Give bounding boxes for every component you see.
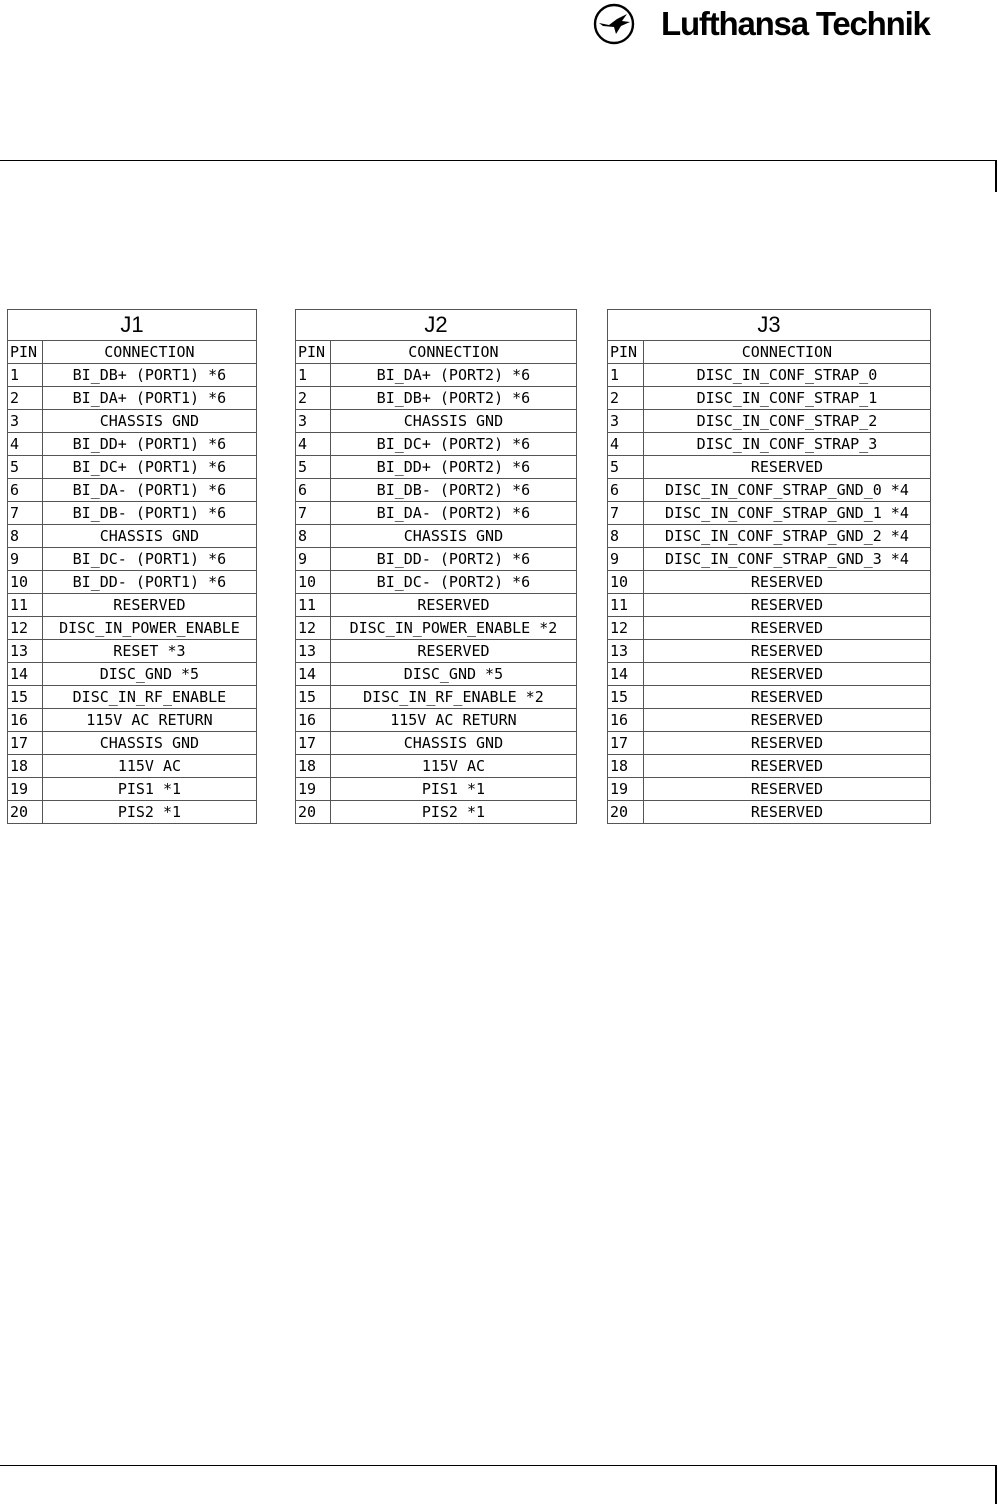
- pin-number: 3: [296, 410, 331, 433]
- header-divider-tick: [995, 160, 997, 192]
- pin-connection: DISC_IN_CONF_STRAP_0: [643, 364, 930, 387]
- pin-number: 2: [8, 387, 43, 410]
- pin-number: 14: [8, 663, 43, 686]
- table-row: [608, 502, 931, 525]
- header-divider: [0, 160, 996, 161]
- pin-connection: 115V AC RETURN: [330, 709, 576, 732]
- table-row: [8, 479, 257, 502]
- pin-connection: PIS1 *1: [330, 778, 576, 801]
- column-header-pin: PIN: [296, 341, 331, 364]
- pin-number: 19: [608, 778, 644, 801]
- pin-connection: RESERVED: [643, 755, 930, 778]
- pin-connection: DISC_IN_CONF_STRAP_1: [643, 387, 930, 410]
- pin-number: 7: [8, 502, 43, 525]
- table-row: [608, 525, 931, 548]
- table-row: [608, 732, 931, 755]
- pin-number: 6: [8, 479, 43, 502]
- table-row: [296, 479, 577, 502]
- table-row: [8, 732, 257, 755]
- pin-connection: RESERVED: [643, 801, 930, 824]
- pin-number: 20: [296, 801, 331, 824]
- pin-connection: CHASSIS GND: [42, 732, 256, 755]
- table-row: [8, 594, 257, 617]
- table-row: [8, 502, 257, 525]
- pin-number: 1: [608, 364, 644, 387]
- pin-number: 15: [296, 686, 331, 709]
- pin-connection: RESERVED: [330, 594, 576, 617]
- table-row: [608, 755, 931, 778]
- pin-connection: BI_DC+ (PORT1) *6: [42, 456, 256, 479]
- footer-divider-tick: [995, 1465, 997, 1504]
- pin-connection: RESERVED: [643, 571, 930, 594]
- table-row: [608, 548, 931, 571]
- column-header-connection: CONNECTION: [643, 341, 930, 364]
- pin-number: 20: [8, 801, 43, 824]
- pin-number: 17: [608, 732, 644, 755]
- pin-connection: CHASSIS GND: [42, 525, 256, 548]
- pin-connection: DISC_IN_CONF_STRAP_GND_0 *4: [643, 479, 930, 502]
- pin-connection: 115V AC: [330, 755, 576, 778]
- table-row: [8, 709, 257, 732]
- pin-number: 2: [608, 387, 644, 410]
- pin-connection: BI_DC- (PORT2) *6: [330, 571, 576, 594]
- table-row: [8, 410, 257, 433]
- table-row: [296, 433, 577, 456]
- table-row: [296, 502, 577, 525]
- table-title: J2: [296, 310, 577, 341]
- pin-number: 16: [608, 709, 644, 732]
- pin-number: 5: [296, 456, 331, 479]
- connector-table-j1: [7, 309, 257, 824]
- pin-connection: RESERVED: [643, 640, 930, 663]
- pin-connection: CHASSIS GND: [330, 410, 576, 433]
- table-row: [296, 617, 577, 640]
- table-row: [608, 387, 931, 410]
- table-row: [296, 755, 577, 778]
- table-row: [608, 433, 931, 456]
- pin-connection: BI_DC+ (PORT2) *6: [330, 433, 576, 456]
- pin-number: 6: [296, 479, 331, 502]
- table-title-row: [296, 310, 577, 341]
- table-row: [8, 364, 257, 387]
- pin-number: 2: [296, 387, 331, 410]
- pin-connection: DISC_IN_CONF_STRAP_3: [643, 433, 930, 456]
- brand-name: Lufthansa Technik: [661, 5, 930, 42]
- footer-divider: [0, 1465, 996, 1466]
- table-row: [608, 571, 931, 594]
- table-row: [608, 617, 931, 640]
- pin-number: 4: [296, 433, 331, 456]
- pin-connection: DISC_GND *5: [42, 663, 256, 686]
- pin-number: 10: [296, 571, 331, 594]
- table-row: [8, 617, 257, 640]
- pin-number: 3: [8, 410, 43, 433]
- column-header-connection: CONNECTION: [42, 341, 256, 364]
- table-row: [296, 571, 577, 594]
- pin-number: 15: [8, 686, 43, 709]
- pin-number: 13: [8, 640, 43, 663]
- table-row: [608, 364, 931, 387]
- table-row: [8, 433, 257, 456]
- pin-number: 19: [296, 778, 331, 801]
- pin-connection: DISC_IN_CONF_STRAP_GND_2 *4: [643, 525, 930, 548]
- pin-connection: BI_DA- (PORT1) *6: [42, 479, 256, 502]
- table-row: [608, 456, 931, 479]
- table-row: [296, 801, 577, 824]
- pin-number: 11: [608, 594, 644, 617]
- pin-number: 10: [608, 571, 644, 594]
- pin-connection: CHASSIS GND: [330, 525, 576, 548]
- table-row: [608, 594, 931, 617]
- pin-number: 16: [8, 709, 43, 732]
- pin-connection: PIS2 *1: [42, 801, 256, 824]
- pin-connection: BI_DA+ (PORT2) *6: [330, 364, 576, 387]
- column-header-pin: PIN: [608, 341, 644, 364]
- pin-connection: BI_DB- (PORT1) *6: [42, 502, 256, 525]
- pin-number: 14: [608, 663, 644, 686]
- column-header-connection: CONNECTION: [330, 341, 576, 364]
- pin-number: 8: [8, 525, 43, 548]
- table-row: [8, 640, 257, 663]
- table-title-row: [8, 310, 257, 341]
- table-row: [296, 387, 577, 410]
- connector-table-j3: [607, 309, 931, 824]
- table-row: [8, 525, 257, 548]
- table-row: [608, 663, 931, 686]
- company-logo: [593, 2, 993, 46]
- pin-number: 5: [8, 456, 43, 479]
- pin-number: 7: [608, 502, 644, 525]
- pin-connection: DISC_IN_CONF_STRAP_GND_3 *4: [643, 548, 930, 571]
- pin-number: 6: [608, 479, 644, 502]
- pin-number: 13: [296, 640, 331, 663]
- table-header-row: [8, 341, 257, 364]
- pin-connection: PIS1 *1: [42, 778, 256, 801]
- pin-connection: RESERVED: [643, 617, 930, 640]
- pin-connection: DISC_IN_POWER_ENABLE: [42, 617, 256, 640]
- pin-connection: DISC_IN_RF_ENABLE: [42, 686, 256, 709]
- pin-connection: BI_DD+ (PORT2) *6: [330, 456, 576, 479]
- table-row: [296, 410, 577, 433]
- table-row: [8, 778, 257, 801]
- pin-connection: BI_DB+ (PORT1) *6: [42, 364, 256, 387]
- table-row: [8, 755, 257, 778]
- pin-number: 1: [8, 364, 43, 387]
- pin-number: 18: [608, 755, 644, 778]
- pin-connection: BI_DC- (PORT1) *6: [42, 548, 256, 571]
- pin-number: 8: [296, 525, 331, 548]
- pin-connection: RESERVED: [330, 640, 576, 663]
- pin-connection: PIS2 *1: [330, 801, 576, 824]
- table-row: [8, 571, 257, 594]
- pin-connection: RESERVED: [42, 594, 256, 617]
- table-row: [8, 456, 257, 479]
- pin-connection: RESERVED: [643, 732, 930, 755]
- pin-connection: BI_DB+ (PORT2) *6: [330, 387, 576, 410]
- pin-number: 17: [8, 732, 43, 755]
- pin-number: 15: [608, 686, 644, 709]
- table-row: [608, 640, 931, 663]
- pin-connection: RESERVED: [643, 456, 930, 479]
- pin-number: 11: [296, 594, 331, 617]
- pin-number: 12: [296, 617, 331, 640]
- pin-number: 17: [296, 732, 331, 755]
- table-row: [296, 732, 577, 755]
- pin-number: 7: [296, 502, 331, 525]
- pin-number: 3: [608, 410, 644, 433]
- pin-connection: BI_DD+ (PORT1) *6: [42, 433, 256, 456]
- pin-connection: DISC_GND *5: [330, 663, 576, 686]
- table-row: [8, 663, 257, 686]
- column-header-pin: PIN: [8, 341, 43, 364]
- pin-number: 12: [608, 617, 644, 640]
- pin-connection: DISC_IN_RF_ENABLE *2: [330, 686, 576, 709]
- table-row: [8, 548, 257, 571]
- pin-connection: BI_DA- (PORT2) *6: [330, 502, 576, 525]
- table-row: [296, 594, 577, 617]
- pin-number: 14: [296, 663, 331, 686]
- table-title-row: [608, 310, 931, 341]
- pin-number: 5: [608, 456, 644, 479]
- table-row: [296, 456, 577, 479]
- table-row: [8, 387, 257, 410]
- table-row: [296, 663, 577, 686]
- pin-number: 12: [8, 617, 43, 640]
- pin-number: 9: [8, 548, 43, 571]
- table-row: [8, 801, 257, 824]
- pin-connection: 115V AC: [42, 755, 256, 778]
- pin-connection: 115V AC RETURN: [42, 709, 256, 732]
- table-row: [296, 778, 577, 801]
- pin-number: 20: [608, 801, 644, 824]
- pin-connection: RESERVED: [643, 663, 930, 686]
- pin-connection: RESERVED: [643, 594, 930, 617]
- pin-number: 11: [8, 594, 43, 617]
- pin-number: 1: [296, 364, 331, 387]
- table-row: [296, 525, 577, 548]
- pin-number: 18: [296, 755, 331, 778]
- pin-number: 13: [608, 640, 644, 663]
- pin-number: 9: [608, 548, 644, 571]
- table-row: [608, 801, 931, 824]
- pin-connection: BI_DD- (PORT1) *6: [42, 571, 256, 594]
- table-row: [608, 778, 931, 801]
- pin-number: 19: [8, 778, 43, 801]
- table-row: [296, 686, 577, 709]
- table-row: [608, 709, 931, 732]
- pin-connection: CHASSIS GND: [330, 732, 576, 755]
- table-row: [608, 479, 931, 502]
- pin-connection: DISC_IN_POWER_ENABLE *2: [330, 617, 576, 640]
- pin-connection: CHASSIS GND: [42, 410, 256, 433]
- pin-connection: BI_DD- (PORT2) *6: [330, 548, 576, 571]
- pin-number: 9: [296, 548, 331, 571]
- table-row: [8, 686, 257, 709]
- table-row: [296, 709, 577, 732]
- pin-connection: RESET *3: [42, 640, 256, 663]
- pin-number: 10: [8, 571, 43, 594]
- pin-connection: DISC_IN_CONF_STRAP_2: [643, 410, 930, 433]
- table-row: [296, 640, 577, 663]
- pin-connection: RESERVED: [643, 709, 930, 732]
- pin-number: 8: [608, 525, 644, 548]
- pin-number: 16: [296, 709, 331, 732]
- pin-number: 4: [8, 433, 43, 456]
- crane-icon: [593, 3, 635, 45]
- table-row: [296, 548, 577, 571]
- table-title: J3: [608, 310, 931, 341]
- table-row: [608, 686, 931, 709]
- table-title: J1: [8, 310, 257, 341]
- connector-table-j2: [295, 309, 577, 824]
- pin-connection: BI_DB- (PORT2) *6: [330, 479, 576, 502]
- table-row: [608, 410, 931, 433]
- pin-connection: RESERVED: [643, 778, 930, 801]
- pin-number: 4: [608, 433, 644, 456]
- table-header-row: [608, 341, 931, 364]
- table-row: [296, 364, 577, 387]
- pin-connection: RESERVED: [643, 686, 930, 709]
- table-header-row: [296, 341, 577, 364]
- pin-number: 18: [8, 755, 43, 778]
- pin-connection: BI_DA+ (PORT1) *6: [42, 387, 256, 410]
- pin-connection: DISC_IN_CONF_STRAP_GND_1 *4: [643, 502, 930, 525]
